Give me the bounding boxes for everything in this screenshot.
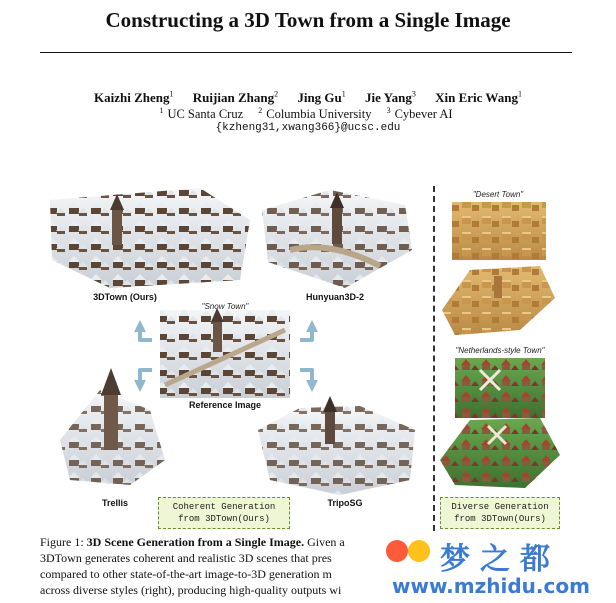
column-divider [433, 186, 435, 531]
reference-desert [452, 202, 546, 260]
paper-title: Constructing a 3D Town from a Single Image [105, 8, 511, 32]
label-reference-image: Reference Image [188, 400, 262, 410]
watermark-url: www.mzhidu.com [392, 574, 590, 598]
quote-desert-town: "Desert Town" [472, 190, 524, 199]
render-3dtown-ours [50, 188, 250, 288]
author: Xin Eric Wang$^1$ [435, 90, 522, 106]
author: Jing Gu$^1$ [297, 90, 346, 106]
render-triposg [258, 396, 415, 495]
watermark-chars: 梦之都 [440, 542, 560, 577]
title-rule [40, 52, 572, 53]
label-triposg: TripoSG [327, 498, 363, 508]
render-trellis [60, 368, 165, 485]
render-desert [442, 266, 555, 335]
label-3dtown-ours: 3DTown (Ours) [93, 292, 157, 302]
author: Jie Yang$^3$ [365, 90, 416, 106]
author: Kaizhi Zheng$^1$ [94, 90, 174, 106]
label-hunyuan3d-2: Hunyuan3D-2 [305, 292, 364, 302]
author: Ruijian Zhang$^2$ [192, 90, 279, 106]
reference-image [160, 308, 290, 398]
render-netherlands [440, 418, 560, 488]
figure-caption: Figure 1: 3D Scene Generation from a Single Image. Given a 3DTown generates coherent and realistic 3D scenes that pres compared to other state-of-the-art image-to-3D generation m across diverse styles (right), producing high-quality outputs wi [40, 535, 345, 597]
affiliation: $^1$ UC Santa Cruz [159, 106, 244, 122]
teaser-figure [0, 180, 616, 530]
watermark-logo-icon [386, 540, 408, 562]
author-list [0, 90, 616, 106]
label-trellis: Trellis [101, 498, 128, 508]
coherent-generation-box: Coherent Generation from 3DTown(Ours) [158, 497, 290, 529]
diverse-generation-box: Diverse Generation from 3DTown(Ours) [440, 497, 560, 529]
quote-netherlands-town: "Netherlands-style Town" [455, 346, 545, 355]
reference-netherlands [455, 358, 545, 418]
watermark-logo-icon [408, 540, 430, 562]
affiliations [0, 106, 616, 122]
affiliation: $^2$ Columbia University [258, 106, 372, 122]
affiliation: $^3$ Cybever AI [386, 106, 453, 122]
render-hunyuan3d-2 [262, 190, 412, 288]
author-email: {kzheng31,xwang366}@ucsc.edu [215, 122, 401, 134]
quote-snow-town: "Snow Town" [201, 302, 249, 311]
